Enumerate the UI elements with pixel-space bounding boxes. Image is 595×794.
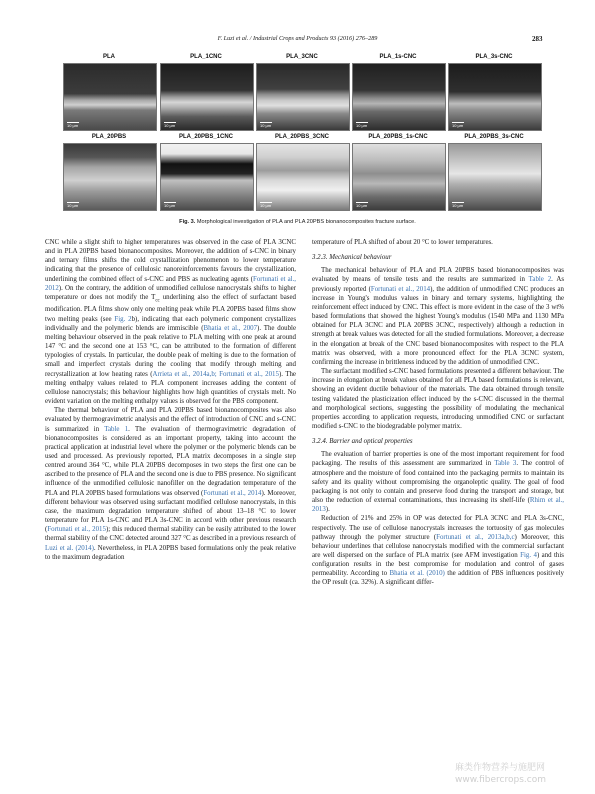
right-column [312,238,564,588]
micrograph-pla-20pbs-1s-cnc: 10 µm [352,143,446,211]
paragraph: The evaluation of barrier properties is one of the most important requirement for food packaging. The results of this assessment are summarized in Table 3. The control of atmosphere and the moisture of food contained into the packaging permits to maintain its safety and its quality without compromising the organoleptic quality. The goal of food packaging is not only to contain and preserve food during the transport and storage, but also the reduction of external contaminations, thus increasing its shelf-life (Rhim et al., 2013). [312,451,565,514]
watermark: 麻类作物营养与施肥网 www.fibercrops.com [455,763,546,785]
citation-link[interactable]: Fortunati et al., 2014 [370,285,431,293]
paragraph: Reduction of 21% and 25% in OP was detected for PLA 3CNC and PLA 3s-CNC, respectively. The use of cellulose nanocrystals increases the tortuosity of gas molecules pathway through the polymer structure (Fortunati et al., 2013a,b,c) Moreover, this behaviour underlines that cellulose nanocrystals modified with the commercial surfactant are well dispersed on the surface of PLA matrix (see AFM investigation Fig. 4) and this configuration results in the best compromise for modulation and control of gases permeability. According to Bhatia et al. (2010) the addition of PBS influences positively the OP result (ca. 32%). A significant differ- [312,515,564,587]
panel-label-pla-1cnc: PLA_1CNC [190,54,222,60]
figure-link[interactable]: Fig. 4 [520,552,537,559]
citation-link[interactable]: Fortunati et al., 2014 [203,489,262,497]
figure-caption-label: Fig. 3. [179,219,196,225]
figure-3 [0,0,595,230]
micrograph-pla-3cnc: 10 µm [256,63,350,131]
panel-label-pla-20pbs-3cnc: PLA_20PBS_3CNC [274,134,330,140]
micrograph-pla-20pbs-3s-cnc: 10 µm [448,143,542,211]
paragraph: The thermal behaviour of PLA and PLA 20PBS based bionanocomposites was also evaluated by thermogravimetric analysis and the effect of introduction of CNC and s-CNC is summarized in Table 1. The evaluation of thermogravimetric degradation of bionanocomposites is considered as an important property, taking into account the practical application at industrial level where the polymer or the polymeric blends can be used and processed. As previously reported, PLA matrix decomposes in a single step centred around 364 °C, while PLA 20PBS decomposes in two steps the first one can be ascribed to the presence of PLA and the second one is due to PBS presence. No significant influence of the unmodified cellulosic nanofiller on the degradation temperature of the PLA and PLA 20PBS based formulations was observed (Fortunati et al., 2014). Moreover, different behaviour was observed using surfactant modified cellulose nanocrystals, in this case, the maximum degradation temperature shifted of about 13–18 °C to lower temperature for PLA 1s-CNC and PLA 3s-CNC in accord with other previous research (Fortunati et al., 2015); this reduced thermal stability can be easily attributed to the lower thermal stability of the CNC detected around 327 °C as described in a previous research of Luzi et al. (2014). Nevertheless, in PLA 20PBS based formulations only the peak relative to the maximum degradation [45,407,296,561]
paragraph: temperature of PLA shifted of about 20 °C to lower temperatures. [312,239,493,246]
micrograph-pla-20pbs: 10 µm [63,143,157,211]
table-link[interactable]: Table 3 [494,460,517,468]
panel-label-pla-20pbs-1cnc: PLA_20PBS_1CNC [178,134,234,140]
micrograph-pla-1s-cnc: 10 µm [352,63,446,131]
micrograph-pla-20pbs-3cnc: 10 µm [256,143,350,211]
figure-caption [0,219,595,225]
micrograph-pla: 10 µm [63,63,157,131]
page-number: 283 [532,35,543,43]
panel-label-pla: PLA [103,54,115,60]
citation-link[interactable]: Rhim et al., 2013 [312,497,565,514]
micrograph-pla-20pbs-1cnc: 10 µm [160,143,254,211]
micrograph-pla-1cnc: 10 µm [160,63,254,131]
panel-label-pla-1s-cnc: PLA_1s-CNC [379,54,417,60]
citation-link[interactable]: Fortunati et al., 2013a,b,c [436,533,515,541]
citation-link[interactable]: Luzi et al. (2014) [45,544,94,552]
table-link[interactable]: Table 2 [528,276,552,284]
panel-label-pla-3cnc: PLA_3CNC [286,54,318,60]
figure-caption-text: Morphological investigation of PLA and PLA 20PBS bionanocomposites fracture surface. [195,219,416,225]
paragraph: The mechanical behaviour of PLA and PLA 20PBS based bionanocomposites was evaluated by means of tensile tests and the results are summarized in Table 2. As previously reported (Fortunati et al., 2014), the addition of unmodified CNC produces an increase in Young's modulus values in binary and ternary systems, highlighting the reinforcement effect induced by CNC. This effect is more evident in the case of the 3 wt% based formulations that showed the highest Young's modulus (1540 MPa and 1130 MPa obtained for PLA 3CNC and PLA 20PBS 3CNC, respectively) although a reduction in strength at break values was detected for all the studied formulations. Moreover, a decrease in the elongation at break of the CNC based bionanocomposites with respect to the PLA matrix was observed, with a more pronounced effect for the PLA 3CNC system, confirming the increase in brittleness induced by the addition of unmodified CNC. [312,267,564,366]
panel-label-pla-3s-cnc: PLA_3s-CNC [475,54,513,60]
citation-link[interactable]: Bhatia et al., 2007 [203,324,258,332]
citation-link[interactable]: Fortunati et al., 2012 [45,275,296,292]
panel-label-pla-20pbs-3s-cnc: PLA_20PBS_3s-CNC [464,134,524,140]
citation-link[interactable]: Bhatia et al. (2010) [389,570,445,578]
citation-link[interactable]: Arrieta et al., 2014a,b; Fortunati et al., 2015 [152,370,279,378]
paragraph: CNC while a slight shift to higher temperatures was observed in the case of PLA 3CNC and in PLA 20PBS based bionanocomposites. Moreover, the addition of s-CNC in binary and ternary films shifts the cold crystallization phenomenon to lower temperature indicating that the presence of cellulosic nanoreinforcements favours the crystallization, underlining the combined effect of s-CNC and PBS as nucleating agents (Fortunati et al., 2012). On the contrary, the addition of unmodified cellulose nanocrystals shifts to higher temperature or does not modify the $T_{cc}$ underlining also the effect of surfactant based modification. PLA films show only one melting peak while PLA 20PBS based films show two melting peaks (see Fig. 2b), indicating that each polymeric component crystallizes individually and the polymeric blends are immiscible (Bhatia et al., 2007). The double melting behaviour observed in the peak relative to PLA melting with one peak at around 147 °C and the second one at 153 °C, can be attributed to the formation of different typologies of crystals. In particular, the double peak of melting is due to the formation of small and imperfect crystals during the cooling that modify through melting and recrystallization at low heating rates (Arrieta et al., 2014a,b; Fortunati et al., 2015). The melting enthalpy values related to PLA component increases adding the content of cellulose nanocrystals; this behaviour highlights how high quantities of crystals melt. No evident variation on the melting enthalpy values is observed for the PBS component. [45,239,297,406]
citation-link[interactable]: Fortunati et al., 2015 [47,526,106,534]
table-link[interactable]: Table 1 [104,425,129,433]
running-head: F. Luzi et al. / Industrial Crops and Products 93 (2016) 276–289 [217,35,378,42]
left-column [45,238,296,562]
section-heading-barrier: 3.2.4. Barrier and optical properties [312,438,413,446]
figure-link[interactable]: Fig. 2 [114,315,132,323]
micrograph-pla-3s-cnc: 10 µm [448,63,542,131]
section-heading-mechanical: 3.2.3. Mechanical behaviour [312,254,392,262]
paragraph: The surfactant modified s-CNC based formulations presented a different behaviour. The increase in elongation at break values obtained for all PLA based formulations is relevant, showing an evident ductile behaviour of the materials. The data obtained through tensile testing validated the plasticization effect induced by the s-CNC discussed in the thermal and morphological sections, suggesting the possibility of modulating the mechanical properties according to application requests, introducing unmodified CNC or surfactant modified s-CNC to the biodegradable polymer matrix. [312,368,564,430]
panel-label-pla-20pbs: PLA_20PBS [91,134,127,140]
panel-label-pla-20pbs-1s-cnc: PLA_20PBS_1s-CNC [368,134,428,140]
